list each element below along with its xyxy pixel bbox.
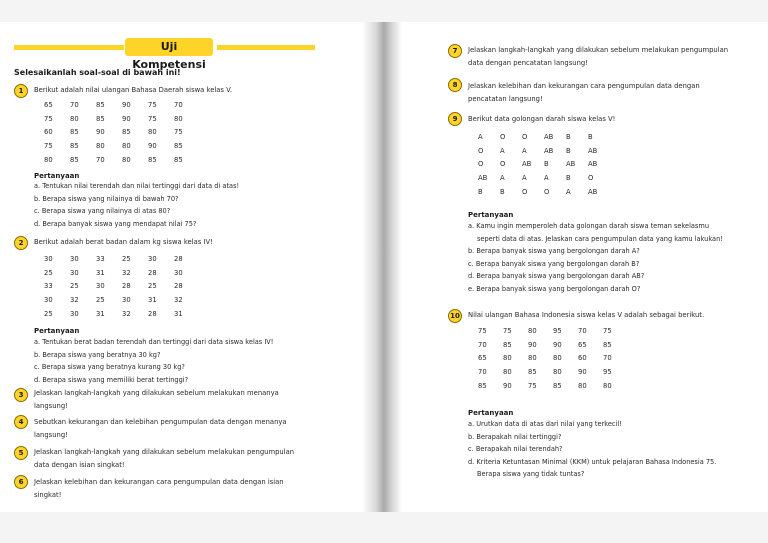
table-row: [44, 139, 200, 153]
table-cell: 85: [603, 340, 612, 349]
question-7-line-2: data dengan pencatatan langsung!: [468, 58, 588, 67]
table-cell: 30: [44, 296, 53, 305]
question-6-text: [34, 476, 284, 501]
title-bar-right: [217, 45, 315, 50]
question-2-subquestions: [34, 336, 273, 386]
subquestion: c. Berapakah nilai terendah?: [468, 445, 563, 454]
question-10-text: Nilai ulangan Bahasa Indonesia siswa kelas V adalah sebagai berikut.: [468, 311, 705, 319]
table-cell: 85: [96, 100, 105, 109]
table-cell: 80: [174, 114, 183, 123]
table-cell: 28: [174, 254, 183, 263]
section-title: Uji Kompetensi: [125, 38, 213, 56]
table-row: [44, 98, 200, 112]
table-cell: 85: [96, 114, 105, 123]
table-cell: B: [478, 188, 483, 197]
table-cell: 80: [553, 368, 562, 377]
table-cell: A: [500, 174, 505, 183]
question-3-line-2: langsung!: [34, 401, 68, 410]
instruction: Selesaikanlah soal-soal di bawah ini!: [14, 68, 181, 77]
table-row: [478, 158, 610, 172]
question-number-7: 7: [448, 44, 462, 58]
table-cell: 32: [122, 310, 131, 319]
table-cell: 95: [603, 368, 612, 377]
table-cell: 80: [503, 354, 512, 363]
table-cell: 65: [478, 354, 487, 363]
table-cell: 28: [122, 282, 131, 291]
table-cell: 75: [174, 128, 183, 137]
table-cell: B: [500, 188, 505, 197]
table-cell: 85: [478, 382, 487, 391]
table-cell: B: [566, 174, 571, 183]
table-row: [44, 252, 200, 266]
table-row: [44, 126, 200, 140]
table-cell: 80: [122, 142, 131, 151]
table-cell: O: [544, 188, 550, 197]
question-number-5: 5: [14, 446, 28, 460]
table-cell: 85: [70, 142, 79, 151]
question-9-pertanyaan-title: Pertanyaan: [468, 211, 514, 219]
table-cell: O: [500, 132, 506, 141]
table-row: [478, 171, 610, 185]
table-cell: 70: [478, 340, 487, 349]
table-cell: AB: [566, 160, 576, 169]
table-cell: 28: [148, 310, 157, 319]
subquestion: d. Berapa siswa yang memiliki berat tertinggi?: [34, 375, 189, 384]
table-cell: A: [544, 174, 549, 183]
question-2-pertanyaan-title: Pertanyaan: [34, 327, 80, 335]
table-cell: 70: [96, 156, 105, 165]
table-row: [44, 293, 200, 307]
table-cell: 30: [70, 310, 79, 319]
subquestion: d. Berapa banyak siswa yang bergolongan darah AB?: [468, 272, 645, 281]
table-cell: AB: [544, 146, 554, 155]
table-cell: 31: [174, 310, 183, 319]
table-row: [478, 338, 628, 352]
title-bar-left: [14, 45, 124, 50]
subquestion: b. Berapa siswa yang nilainya di bawah 70?: [34, 194, 179, 203]
table-cell: A: [566, 188, 571, 197]
subquestion: a. Tentukan berat badan terendah dan tertinggi dari data siswa kelas IV!: [34, 338, 274, 346]
question-1-pertanyaan-title: Pertanyaan: [34, 172, 80, 180]
table-row: [478, 144, 610, 158]
subquestion: b. Berapakah nilai tertinggi?: [468, 432, 562, 441]
table-cell: 80: [44, 156, 53, 165]
table-cell: A: [522, 174, 527, 183]
question-number-8: 8: [448, 78, 462, 92]
table-row: [478, 185, 610, 199]
table-cell: 30: [44, 254, 53, 263]
table-cell: AB: [522, 160, 532, 169]
table-cell: 85: [148, 156, 157, 165]
table-cell: 85: [503, 340, 512, 349]
table-cell: 75: [44, 114, 53, 123]
table-cell: 95: [553, 326, 562, 335]
table-cell: A: [500, 146, 505, 155]
table-cell: AB: [588, 160, 598, 169]
table-cell: 75: [503, 326, 512, 335]
table-cell: 80: [528, 354, 537, 363]
subquestion: b. Berapa banyak siswa yang bergolongan darah A?: [468, 247, 640, 256]
table-row: [478, 324, 628, 338]
table-cell: AB: [478, 174, 488, 183]
table-cell: 85: [174, 142, 183, 151]
question-number-3: 3: [14, 388, 28, 402]
table-cell: 65: [578, 340, 587, 349]
subquestion: a. Kamu ingin memperoleh data golongan darah siswa teman sekelasmu: [468, 222, 710, 230]
table-cell: 30: [70, 268, 79, 277]
table-cell: 80: [503, 368, 512, 377]
question-9-table: [478, 130, 610, 199]
question-9-text: Berikut data golongan darah siswa kelas V!: [468, 115, 616, 123]
table-cell: A: [522, 146, 527, 155]
table-cell: B: [566, 132, 571, 141]
question-8-text: [468, 80, 700, 105]
question-2-text: Berikut adalah berat badan dalam kg siswa kelas IV!: [34, 238, 213, 246]
table-cell: B: [588, 132, 593, 141]
question-1-subquestions: [34, 180, 239, 230]
subquestion: c. Berapa siswa yang beratnya kurang 30 kg?: [34, 363, 185, 372]
table-cell: 33: [44, 282, 53, 291]
table-cell: 25: [148, 282, 157, 291]
table-cell: 75: [148, 114, 157, 123]
table-cell: O: [500, 160, 506, 169]
table-cell: 90: [122, 100, 131, 109]
question-5-line-2: data dengan isian singkat!: [34, 460, 125, 469]
table-cell: O: [588, 174, 594, 183]
table-cell: 80: [70, 114, 79, 123]
question-4-line-2: langsung!: [34, 430, 68, 439]
table-cell: 80: [148, 128, 157, 137]
table-cell: 80: [603, 382, 612, 391]
subquestion: seperti data di atas. Jelaskan cara pengumpulan data yang kamu lakukan!: [477, 234, 723, 243]
book-spine: [362, 22, 402, 512]
table-cell: 28: [148, 268, 157, 277]
table-cell: 70: [70, 100, 79, 109]
table-cell: 30: [148, 254, 157, 263]
question-4-line-1: Sebutkan kekurangan dan kelebihan pengumpulan data dengan menanya: [34, 418, 287, 426]
table-cell: 90: [503, 382, 512, 391]
table-row: [44, 266, 200, 280]
table-cell: 31: [148, 296, 157, 305]
question-6-line-1: Jelaskan kelebihan dan kekurangan cara pengumpulan data dengan isian: [34, 478, 284, 486]
table-cell: 70: [478, 368, 487, 377]
table-cell: 30: [70, 254, 79, 263]
table-cell: 90: [96, 128, 105, 137]
question-number-4: 4: [14, 415, 28, 429]
table-cell: 60: [578, 354, 587, 363]
table-cell: O: [522, 188, 528, 197]
question-7-text: [468, 44, 728, 69]
table-cell: 28: [174, 282, 183, 291]
table-row: [478, 352, 628, 366]
table-row: [478, 379, 628, 393]
table-row: [44, 153, 200, 167]
question-7-line-1: Jelaskan langkah-langkah yang dilakukan sebelum melakukan pengumpulan: [468, 46, 729, 54]
table-row: [478, 130, 610, 144]
question-1-table: [44, 98, 200, 167]
table-cell: 85: [174, 156, 183, 165]
table-cell: 90: [528, 340, 537, 349]
question-6-line-2: singkat!: [34, 490, 62, 499]
question-2-table: [44, 252, 200, 321]
table-cell: 80: [528, 326, 537, 335]
table-cell: 75: [528, 382, 537, 391]
table-cell: 90: [122, 114, 131, 123]
table-cell: 70: [578, 326, 587, 335]
table-cell: 32: [122, 268, 131, 277]
table-row: [478, 365, 628, 379]
table-cell: AB: [588, 146, 598, 155]
table-cell: 25: [44, 268, 53, 277]
table-cell: 80: [122, 156, 131, 165]
table-row: [44, 112, 200, 126]
question-number-2: 2: [14, 236, 28, 250]
question-1-text: Berikut adalah nilai ulangan Bahasa Daerah siswa kelas V.: [34, 86, 233, 94]
table-cell: 25: [96, 296, 105, 305]
table-cell: 25: [122, 254, 131, 263]
table-cell: 75: [603, 326, 612, 335]
table-cell: O: [478, 160, 484, 169]
subquestion: c. Berapa banyak siswa yang bergolongan darah B?: [468, 259, 640, 268]
table-cell: 60: [44, 128, 53, 137]
question-5-text: [34, 446, 294, 471]
subquestion: d. Berapa banyak siswa yang mendapat nilai 75?: [34, 219, 197, 228]
question-3-line-1: Jelaskan langkah-langkah yang dilakukan sebelum melakukan menanya: [34, 389, 279, 397]
table-cell: 80: [578, 382, 587, 391]
table-cell: 32: [70, 296, 79, 305]
table-cell: 25: [44, 310, 53, 319]
question-5-line-1: Jelaskan langkah-langkah yang dilakukan sebelum melakukan pengumpulan: [34, 448, 295, 456]
table-cell: 32: [174, 296, 183, 305]
subquestion: c. Berapa siswa yang nilainya di atas 80?: [34, 207, 171, 216]
subquestion: b. Berapa siswa yang beratnya 30 kg?: [34, 350, 161, 359]
question-number-10: 10: [448, 309, 462, 323]
table-cell: 65: [44, 100, 53, 109]
table-cell: 80: [96, 142, 105, 151]
table-cell: 85: [122, 128, 131, 137]
table-cell: 80: [553, 354, 562, 363]
table-cell: 30: [122, 296, 131, 305]
question-8-line-1: Jelaskan kelebihan dan kekurangan cara pengumpulan data dengan: [468, 82, 700, 90]
table-cell: 33: [96, 254, 105, 263]
question-number-1: 1: [14, 84, 28, 98]
question-10-subquestions: [468, 418, 716, 481]
question-9-subquestions: [468, 220, 723, 296]
table-cell: O: [522, 132, 528, 141]
table-cell: A: [478, 132, 483, 141]
table-cell: B: [566, 146, 571, 155]
question-number-6: 6: [14, 475, 28, 489]
table-cell: 31: [96, 268, 105, 277]
table-cell: 30: [96, 282, 105, 291]
subquestion: Berapa siswa yang tidak tuntas?: [477, 470, 585, 479]
table-cell: 30: [174, 268, 183, 277]
table-cell: 31: [96, 310, 105, 319]
table-cell: O: [478, 146, 484, 155]
table-cell: 75: [44, 142, 53, 151]
table-cell: 85: [70, 128, 79, 137]
table-cell: 70: [603, 354, 612, 363]
table-cell: 75: [148, 100, 157, 109]
table-cell: 85: [528, 368, 537, 377]
question-10-table: [478, 324, 628, 393]
table-cell: AB: [544, 132, 554, 141]
table-cell: 90: [553, 340, 562, 349]
subquestion: e. Berapa banyak siswa yang bergolongan darah O?: [468, 284, 641, 293]
question-10-pertanyaan-title: Pertanyaan: [468, 409, 514, 417]
table-cell: 25: [70, 282, 79, 291]
table-row: [44, 280, 200, 294]
table-cell: AB: [588, 188, 598, 197]
subquestion: d. Kriteria Ketuntasan Minimal (KKM) untuk pelajaran Bahasa Indonesia 75.: [468, 457, 717, 466]
table-cell: 85: [70, 156, 79, 165]
question-number-9: 9: [448, 112, 462, 126]
question-4-text: [34, 416, 287, 441]
table-row: [44, 307, 200, 321]
question-3-text: [34, 387, 279, 412]
subquestion: a. Urutkan data di atas dari nilai yang terkecil!: [468, 420, 622, 428]
question-8-line-2: pencatatan langsung!: [468, 94, 543, 103]
table-cell: 90: [148, 142, 157, 151]
table-cell: 70: [174, 100, 183, 109]
table-cell: 75: [478, 326, 487, 335]
table-cell: 90: [578, 368, 587, 377]
table-cell: B: [544, 160, 549, 169]
subquestion: a. Tentukan nilai terendah dan nilai tertinggi dari data di atas!: [34, 182, 240, 190]
table-cell: 85: [553, 382, 562, 391]
